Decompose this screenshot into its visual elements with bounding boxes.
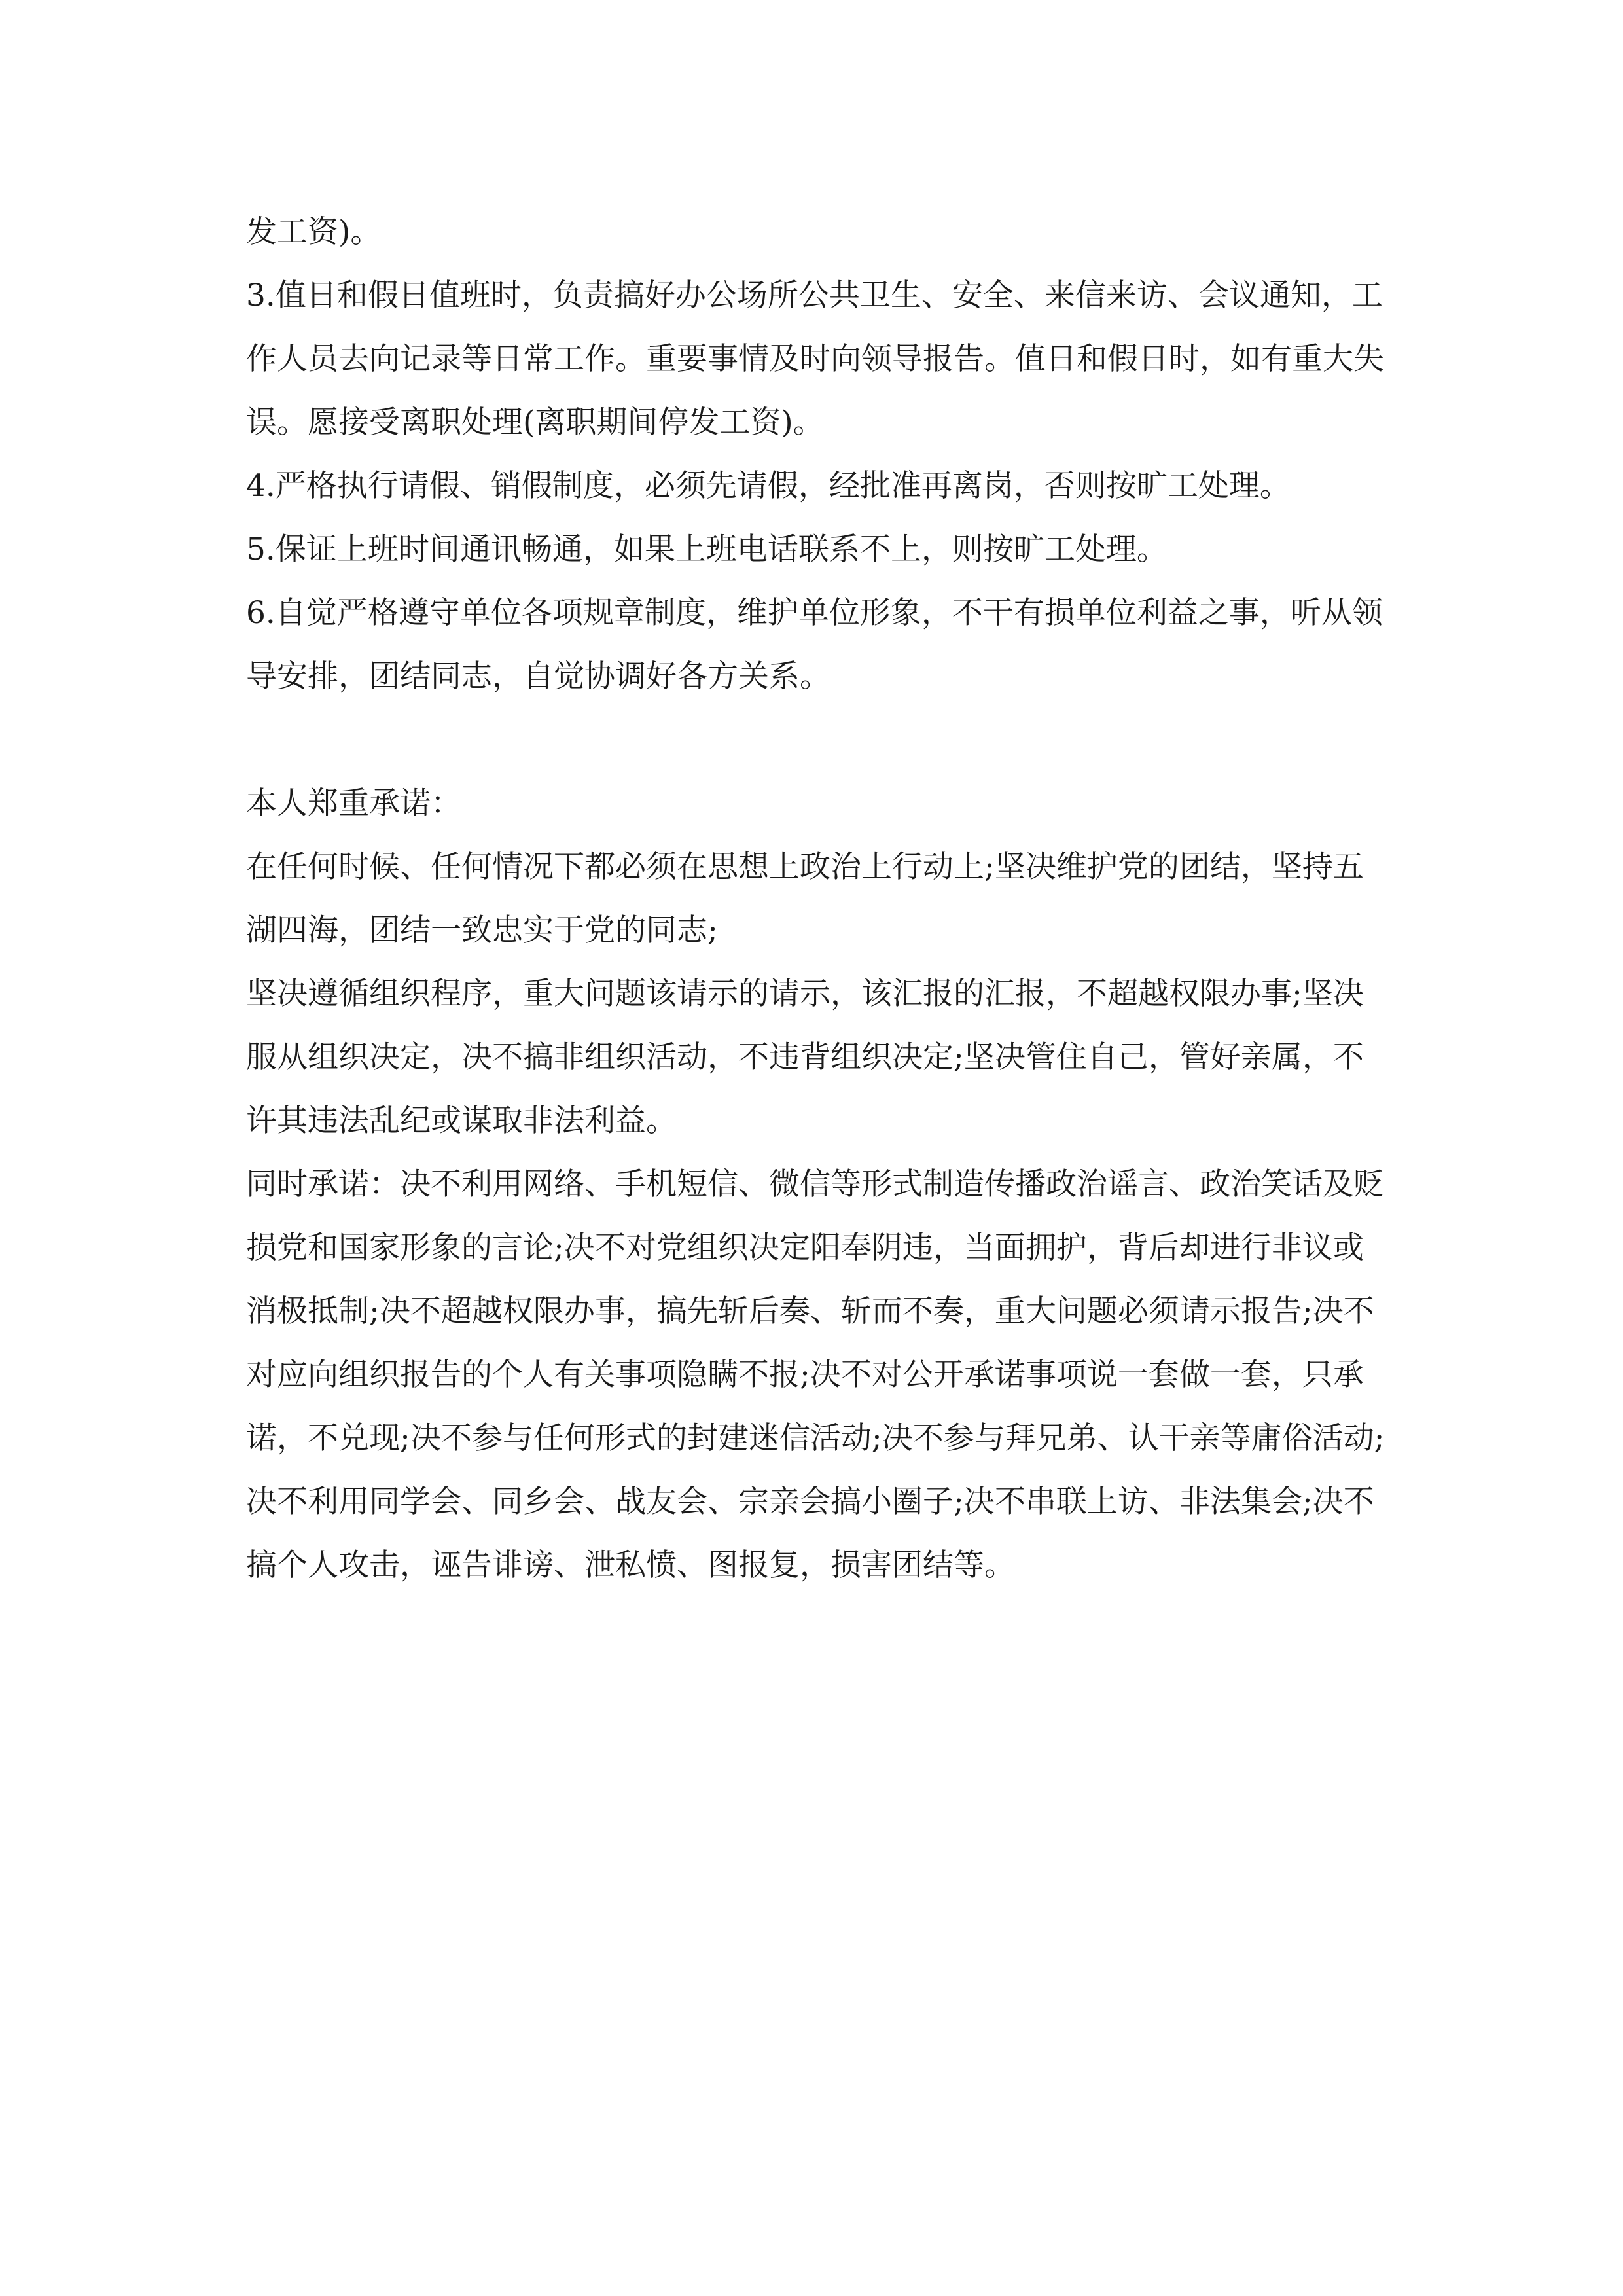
paragraph-spacer bbox=[246, 708, 1385, 772]
paragraph-item-4: 4.严格执行请假、销假制度，必须先请假，经批准再离岗，否则按旷工处理。 bbox=[246, 468, 1291, 504]
pledge-paragraph-2: 坚决遵循组织程序，重大问题该请示的请示，该汇报的汇报，不超越权限办事;坚决服从组织决定，决不搞非组织活动，不违背组织决定;坚决管住自己，管好亲属，不许其违法乱纪或谋取非法利益。 bbox=[246, 976, 1364, 1139]
pledge-paragraph-1: 在任何时候、任何情况下都必须在思想上政治上行动上;坚决维护党的团结，坚持五湖四海，团结一致忠实于党的同志; bbox=[246, 849, 1364, 948]
pledge-paragraph-3: 同时承诺：决不利用网络、手机短信、微信等形式制造传播政治谣言、政治笑话及贬损党和国家形象的言论;决不对党组织决定阳奉阴违，当面拥护，背后却进行非议或消极抵制;决不超越权限办事，搞先斩后奏、斩而不奏，重大问题必须请示报告;决不对应向组织报告的个人有关事项隐瞒不报;决不对公开承诺事项说一套做一套，只承诺，不兑现;决不参与任何形式的封建迷信活动;决不参与拜兄弟、认干亲等庸俗活动;决不利用同学会、同乡会、战友会、宗亲会搞小圈子;决不串联上访、非法集会;决不搞个人攻击，诬告诽谤、泄私愤、图报复，损害团结等。 bbox=[246, 1166, 1385, 1583]
paragraph-item-3: 3.值日和假日值班时，负责搞好办公场所公共卫生、安全、来信来访、会议通知，工作人员去向记录等日常工作。重要事情及时向领导报告。值日和假日时，如有重大失误。愿接受离职处理(离职期间停发工资)。 bbox=[246, 278, 1384, 440]
paragraph-salary-end: 发工资)。 bbox=[246, 214, 382, 250]
paragraph-item-6: 6.自觉严格遵守单位各项规章制度，维护单位形象，不干有损单位利益之事，听从领导安排，团结同志，自觉协调好各方关系。 bbox=[246, 595, 1383, 694]
pledge-heading: 本人郑重承诺： bbox=[246, 785, 461, 821]
document-body bbox=[246, 200, 1385, 1597]
paragraph-item-5: 5.保证上班时间通讯畅通，如果上班电话联系不上，则按旷工处理。 bbox=[246, 531, 1168, 567]
